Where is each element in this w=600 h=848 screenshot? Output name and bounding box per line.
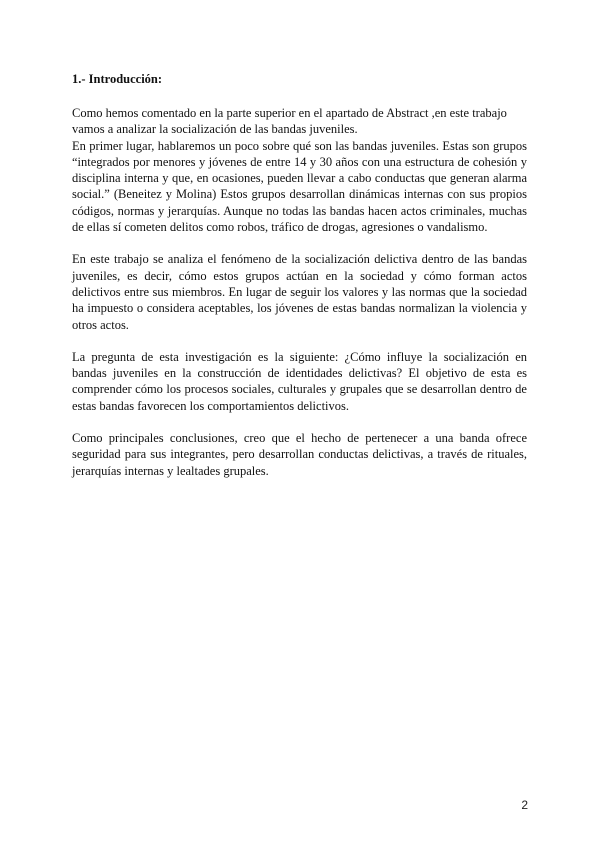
document-body [72,70,527,479]
paragraph-spacer [72,235,527,251]
page-number: 2 [521,798,528,812]
section-heading: 1.- Introducción: [72,72,163,86]
paragraph-bandas-definition: En primer lugar, hablaremos un poco sobre qué son las bandas juveniles. Estas son grupos “integrados por menores y jóvenes de entre 14 y 30 años con una estructura de cohesión y disciplina interna y que, en ocasiones, pueden llevar a cabo conductas que generan alarma social.” (Beneitez y Molina) Estos grupos desarrollan dinámicas internas con sus propios códigos, normas y jerarquías. Aunque no todas las bandas hacen actos criminales, muchas de ellas sí cometen delitos como robos, tráfico de drogas, agresiones o vandalismo. [72,138,527,235]
paragraph-research-question: La pregunta de esta investigación es la siguiente: ¿Cómo influye la socialización en bandas juveniles en la construcción de identidades delictivas? El objetivo de esta es comprender cómo los procesos sociales, culturales y grupales que se desarrollan dentro de estas bandas favorecen los comportamientos delictivos. [72,349,527,413]
paragraph-intro-abstract: Como hemos comentado en la parte superior en el apartado de Abstract ,en este trabajo vamos a analizar la socialización de las bandas juveniles. [72,106,507,137]
paragraph-socializacion-delictiva: En este trabajo se analiza el fenómeno de la socialización delictiva dentro de las bandas juveniles, es decir, cómo estos grupos actúan en la sociedad y cómo forman actos delictivos entre sus miembros. En lugar de seguir los valores y las normas que la sociedad ha impuesto o considera aceptables, los jóvenes de estas bandas normalizan la violencia y otros actos. [72,252,527,332]
paragraph-conclusions: Como principales conclusiones, creo que el hecho de pertenecer a una banda ofrece seguridad para sus integrantes, pero desarrollan conductas delictivas, a través de rituales, jerarquías internas y lealtades grupales. [72,431,527,478]
paragraph-spacer [72,333,527,349]
paragraph-spacer [72,414,527,430]
